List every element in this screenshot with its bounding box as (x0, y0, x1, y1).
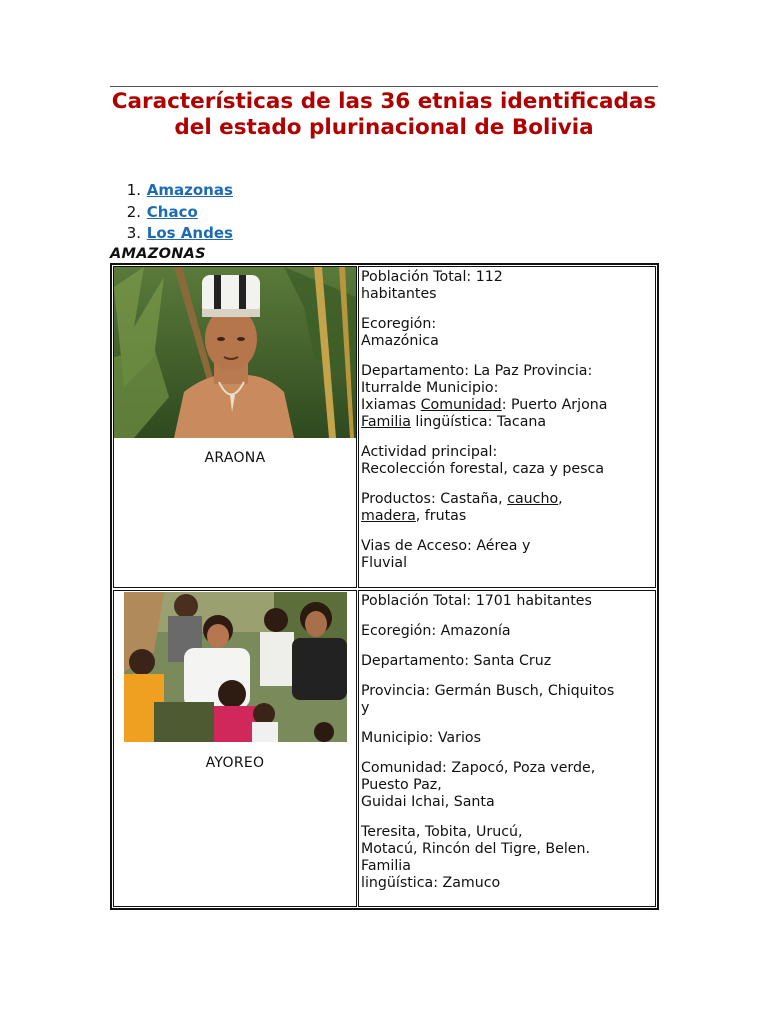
toc-link-chaco[interactable]: Chaco (146, 202, 198, 221)
caucho-link[interactable]: caucho (507, 491, 559, 507)
araona-man-photo (114, 267, 356, 438)
community-continued-info: Teresita, Tobita, Urucú, Motacú, Rincón del Tigre, Belen. Familia lingüística: Zamuco (361, 824, 591, 891)
top-rule (110, 86, 658, 87)
products-info: Productos: Castaña, caucho, madera, frutas (361, 491, 563, 524)
table-row-ayoreo (112, 589, 657, 908)
toc-number: 3. (126, 224, 141, 242)
municipality-info: Municipio: Varios (361, 730, 481, 746)
comunidad-link[interactable]: Comunidad (420, 397, 502, 413)
toc-item (110, 202, 233, 224)
ecoregion-info: Ecoregión: Amazónica (361, 316, 439, 349)
population-info: Población Total: 112 habitantes (361, 269, 503, 302)
image-cell (113, 266, 357, 588)
ethnic-info (361, 593, 651, 905)
toc-item (110, 180, 233, 202)
activity-info: Actividad principal: Recolección forestal, caza y pesca (361, 444, 605, 477)
province-info: Provincia: Germán Busch, Chiquitos y (361, 683, 615, 716)
population-info: Población Total: 1701 habitantes (361, 593, 592, 609)
ayoreo-group-photo (124, 592, 347, 742)
toc-item (110, 223, 233, 245)
info-cell (358, 266, 656, 588)
department-info: Departamento: La Paz Provincia: Iturralde Municipio: Ixiamas Comunidad: Puerto Arjona Familia lingüística: Tacana (361, 363, 608, 430)
ethnic-groups-table (110, 263, 659, 910)
table-of-contents (110, 180, 233, 245)
madera-link[interactable]: madera (361, 508, 416, 524)
document-title: Características de las 36 etnias identificadas del estado plurinacional de Bolivia (111, 89, 657, 140)
department-info: Departamento: Santa Cruz (361, 653, 552, 669)
familia-link[interactable]: Familia (361, 414, 411, 430)
section-heading: AMAZONAS (110, 246, 206, 262)
toc-link-amazonas[interactable]: Amazonas (146, 181, 233, 199)
ecoregion-info: Ecoregión: Amazonía (361, 623, 511, 639)
ethnic-name: AYOREO (205, 755, 265, 771)
image-cell (113, 590, 357, 907)
table-row-araona (112, 265, 657, 589)
community-info: Comunidad: Zapocó, Poza verde, Puesto Paz, Guidai Ichai, Santa (361, 760, 596, 810)
info-cell (358, 590, 656, 907)
toc-number: 2. (126, 202, 141, 221)
toc-number: 1. (126, 181, 141, 199)
ethnic-name: ARAONA (204, 450, 266, 466)
toc-link-los-andes[interactable]: Los Andes (146, 224, 233, 242)
access-info: Vias de Acceso: Aérea y Fluvial (361, 538, 531, 571)
ethnic-info (361, 269, 651, 585)
